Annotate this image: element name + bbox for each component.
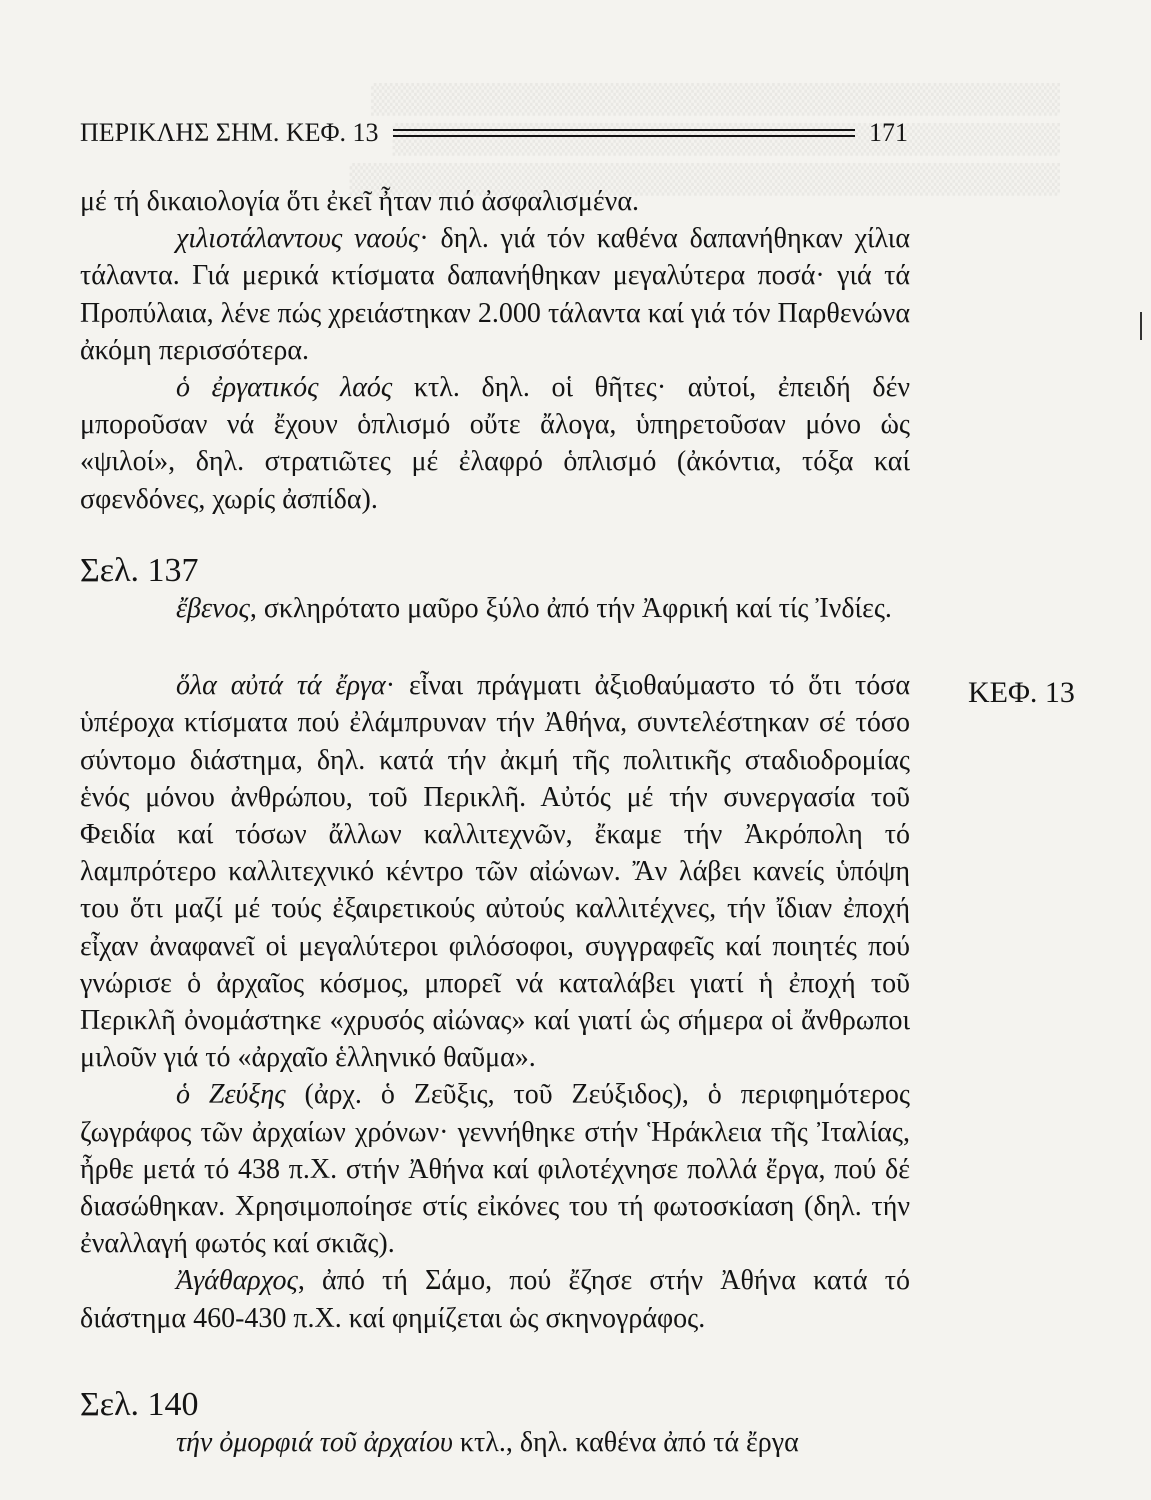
note-text: (ἀρχ. ὁ Ζεῦξις, τοῦ Ζεύξιδος), ὁ περιφημότερος ζωγράφος τῶν ἀρχαίων χρόνων· γεννήθηκε στήν Ἡράκλεια τῆς Ἰταλίας, ἦρθε μετά τό 438 π.Χ. στήν Ἀθήνα καί φιλοτέχνησε πολλά ἔργα, πού δέ διασώθηκαν. Χρησιμοποίησε στίς εἰκόνες του τή φωτοσκίαση (δηλ. τήν ἐναλλαγή φωτός καί σκιᾶς). xyxy=(80,1079,911,1260)
running-header xyxy=(80,118,908,148)
page-number: 171 xyxy=(869,118,908,147)
note-term: Ἀγάθαρχος xyxy=(176,1265,298,1297)
note-term: ὁ ἐργατικός λαός xyxy=(176,372,393,404)
note-paragraph xyxy=(80,1076,910,1262)
note-term: τήν ὀμορφιά τοῦ ἀρχαίου xyxy=(176,1427,453,1458)
note-term: χιλιοτάλαντους ναούς xyxy=(176,223,420,255)
scan-edge-mark xyxy=(1140,312,1142,340)
note-term: ὅλα αὐτά τά ἔργα xyxy=(176,670,386,702)
note-paragraph xyxy=(80,369,910,518)
note-term: ἔβενος xyxy=(176,593,250,624)
note-text: , ἀπό τή Σάμο, πού ἔζησε στήν Ἀθήνα κατά τό διάστημα 460-430 π.Χ. καί φημίζεται ὡς σκηνογράφος. xyxy=(80,1265,910,1334)
note-text: · δηλ. γιά τόν καθένα δαπανήθηκαν χίλια τάλαντα. Γιά μερικά κτίσματα δαπανήθηκαν μεγαλύτερα ποσά· γιά τά Προπύλαια, λένε πώς χρειάστηκαν 2.000 τάλαντα καί γιά τόν Παρθενώνα ἀκόμη περισσότερα. xyxy=(80,223,910,366)
margin-chapter-note: ΚΕΦ. 13 xyxy=(968,676,1075,709)
note-term: ὁ Ζεύξης xyxy=(176,1079,286,1111)
note-paragraph xyxy=(80,183,910,220)
section-heading-137: Σελ. 137 xyxy=(80,552,199,589)
note-text: κτλ., δηλ. καθένα ἀπό τά ἔργα xyxy=(452,1427,799,1458)
note-paragraph xyxy=(80,1262,910,1336)
note-paragraph xyxy=(80,220,910,369)
note-paragraph xyxy=(80,1424,910,1461)
running-title: ΠΕΡΙΚΛΗΣ ΣΗΜ. ΚΕΦ. 13 xyxy=(80,118,379,147)
note-paragraph xyxy=(80,590,910,627)
section-heading-140: Σελ. 140 xyxy=(80,1386,199,1423)
notes-block-3 xyxy=(80,1424,910,1461)
note-paragraph xyxy=(80,667,910,1076)
note-text: μέ τή δικαιολογία ὅτι ἐκεῖ ἦταν πιό ἀσφαλισμένα. xyxy=(80,186,640,217)
note-text: · εἶναι πράγματι ἀξιοθαύμαστο τό ὅτι τόσα ὑπέροχα κτίσματα πού ἐλάμπρυναν τήν Ἀθήνα, συντελέστηκαν σέ τόσο σύντομο διάστημα, δηλ. κατά τήν ἀκμή τῆς πολιτικῆς σταδιοδρομίας ἑνός μόνου ἀνθρώπου, τοῦ Περικλῆ. Αὐτός μέ τήν συνεργασία τοῦ Φειδία καί τόσων ἄλλων καλλιτεχνῶν, ἔκαμε τήν Ἀκρόπολη τό λαμπρότερο καλλιτεχνικό κέντρο τῶν αἰώνων. Ἄν λάβει κανείς ὑπόψη του ὅτι μαζί μέ τούς ἐξαιρετικούς αὐτούς καλλιτέχνες, τήν ἴδιαν ἐποχή εἶχαν ἀναφανεῖ οἱ μεγαλύτεροι φιλόσοφοι, συγγραφεῖς καί ποιητές πού γνώρισε ὁ ἀρχαῖος κόσμος, μπορεῖ νά καταλάβει γιατί ἡ ἐποχή τοῦ Περικλῆ ὀνομάστηκε «χρυσός αἰώνας» καί γιατί ὡς σήμερα οἱ ἄνθρωποι μιλοῦν γιά τό «ἀρχαῖο ἑλληνικό θαῦμα». xyxy=(80,670,911,1074)
note-text: , σκληρότατο μαῦρο ξύλο ἀπό τήν Ἀφρική καί τίς Ἰνδίες. xyxy=(249,593,892,624)
notes-block-1 xyxy=(80,183,910,518)
note-text: κτλ. δηλ. οἱ θῆτες· αὐτοί, ἐπειδή δέν μποροῦσαν νά ἔχουν ὁπλισμό οὔτε ἄλογα, ὑπηρετοῦσαν μόνο ὡς «ψιλοί», δηλ. στρατιῶτες μέ ἐλαφρό ὁπλισμό (ἀκόντια, τόξα καί σφενδόνες, χωρίς ἀσπίδα). xyxy=(80,372,910,515)
header-double-rule xyxy=(393,129,855,137)
notes-block-2 xyxy=(80,590,910,1337)
